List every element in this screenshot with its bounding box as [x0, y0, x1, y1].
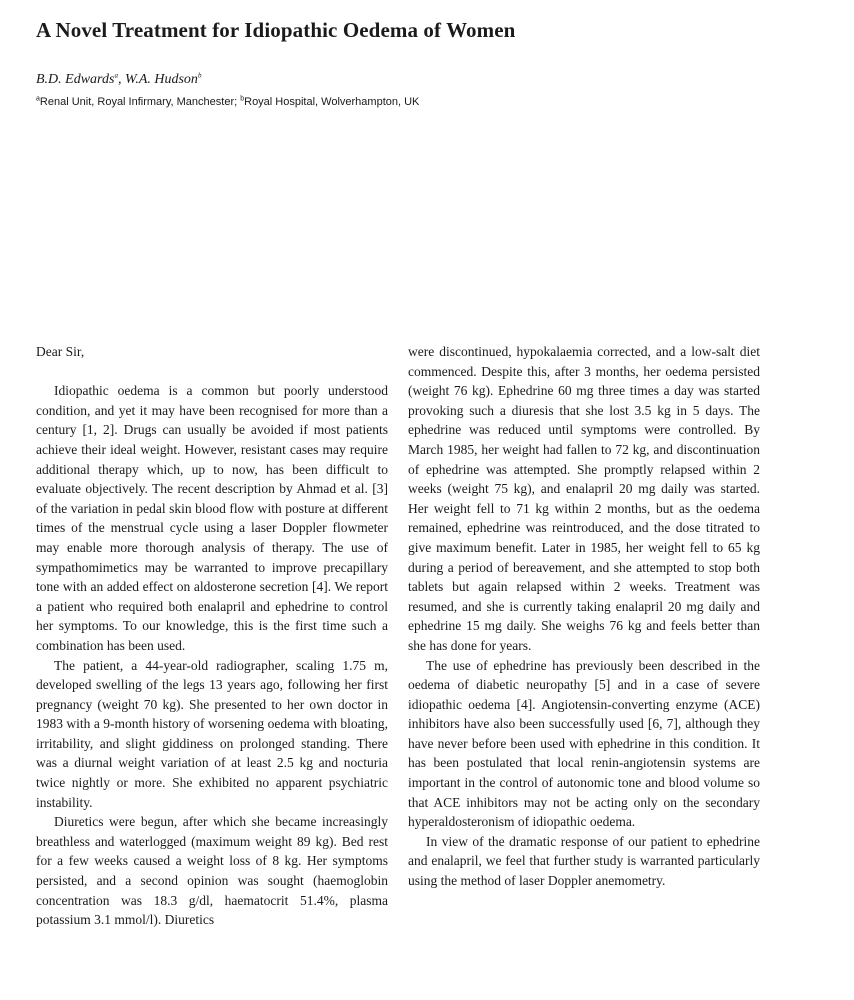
body-paragraph: In view of the dramatic response of our patient to ephedrine and enalapril, we feel that further study is warranted particularly using the method of laser Doppler anemometry. — [408, 833, 760, 889]
affiliation-marker: b — [197, 71, 202, 80]
affiliation-text: Royal Hospital, Wolverhampton, UK — [244, 96, 420, 108]
author-separator: , — [117, 72, 125, 87]
affiliation-marker: a — [114, 71, 118, 80]
affiliation-text: Renal Unit, Royal Infirmary, Manchester; — [39, 96, 241, 108]
body-paragraph: The patient, a 44-year-old radiographer, scaling 1.75 m, developed swelling of the legs 13 years ago, following her first pregnancy (weight 70 kg). She presented to her own doctor in 1983 with a 9-month history of worsening oedema with bloating, irritability, and slight giddiness on prolonged standing. There was a diurnal weight variation of at least 2.5 kg and nocturia twice nightly or more. She exhibited no apparent psychiatric instability. — [36, 657, 388, 810]
salutation: Dear Sir, — [36, 344, 85, 359]
affiliation-line — [36, 96, 419, 108]
body-paragraph: Idiopathic oedema is a common but poorly understood condition, and yet it may have been recognised for more than a century [1, 2]. Drugs can usually be avoided if most patients achieve their ideal weight. However, resistant cases may require additional therapy which, up to now, has been difficult to evaluate objectively. The recent description by Ahmad et al. [3] of the variation in pedal skin blood flow with posture at different times of the menstrual cycle using a laser Doppler flowmeter may enable more thorough analysis of therapy. The use of sympathomimetics may be warranted to improve precapillary tone with an added effect on aldosterone secretion [4]. We report a patient who required both enalapril and ephedrine to control her symptoms. To our knowledge, this is the first time such a combination has been used. — [36, 383, 388, 653]
article-title: A Novel Treatment for Idiopathic Oedema of Women — [36, 18, 516, 42]
affiliation-marker: a — [36, 95, 40, 103]
author-line — [36, 72, 201, 88]
right-column — [408, 342, 760, 891]
author-name: W.A. Hudson — [124, 72, 198, 87]
body-paragraph: The use of ephedrine has previously been described in the oedema of diabetic neuropathy [5] and in a case of severe idiopathic oedema [4]. Angiotensin-converting enzyme (ACE) inhibitors have also been successfully used [6, 7], although they have never before been used with ephedrine in this condition. It has been postulated that local renin-angiotensin systems are important in the control of autonomic tone and blood volume so that ACE inhibitors may not be acting only on the secondary hyperaldosteronism of idiopathic oedema. — [408, 657, 760, 830]
body-paragraph: Diuretics were begun, after which she became increasingly breathless and waterlogged (maximum weight 89 kg). Bed rest for a few weeks caused a weight loss of 8 kg. Her symptoms persisted, and a second opinion was sought (haemoglobin concentration was 18.3 g/dl, haematocrit 51.4%, plasma potassium 3.1 mmol/l). Diuretics — [36, 814, 388, 928]
affiliation-marker: b — [240, 95, 245, 103]
left-column — [36, 342, 388, 930]
author-name: B.D. Edwards — [36, 72, 115, 87]
body-paragraph-continuation: were discontinued, hypokalaemia corrected, and a low-salt diet commenced. Despite this, after 3 months, her oedema persisted (weight 76 kg). Ephedrine 60 mg three times a day was started provoking such a diuresis that she lost 3.5 kg in 5 days. The ephedrine was reduced until symptoms were controlled. By March 1985, her weight had fallen to 72 kg, and discontinuation of ephedrine was attempted. She promptly relapsed within 2 weeks (weight 75 kg), and enalapril 20 mg daily was started. Her weight fell to 71 kg within 2 months, but as the oedema remained, ephedrine was reintroduced, and the dose titrated to give maximum benefit. Later in 1985, her weight fell to 65 kg during a period of bereavement, and she attempted to stop both tablets but again relapsed within 2 weeks. Treatment was resumed, and she is currently taking enalapril 20 mg daily and ephedrine 15 mg daily. She weighs 76 kg and feels better than she has done for years. — [408, 344, 760, 653]
